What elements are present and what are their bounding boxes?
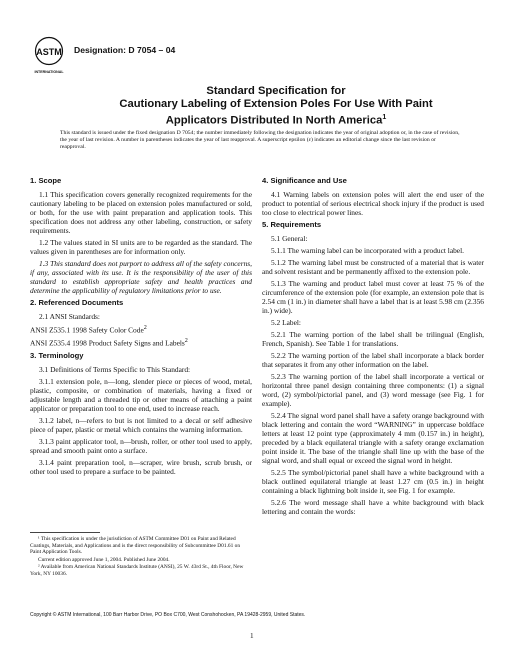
copyright-line: Copyright © ASTM International, 100 Barr Harbor Drive, PO Box C700, West Conshohocken, PA 19428-2959, United States. <box>30 612 306 618</box>
para-1-2: 1.2 The values stated in SI units are to be regarded as the standard. The values given in parentheses are for information only. <box>30 238 252 256</box>
para-1-1: 1.1 This specification covers generally recognized requirements for the cautionary labeling to be placed on extension poles manufactured or sold, or both, for the use with paint preparation and application tools. This specification does not address any other labeling, construction, or safety requirements. <box>30 190 252 235</box>
para-5-2-4: 5.2.4 The signal word panel shall have a safety orange background with black lettering and contain the word “WARNING” in uppercase boldface letters at least 12 point type (approximately 4 mm (0.157 in.) in height), preceded by a black equilateral triangle with a safety orange exclamation point inside it. The base of the triangle shall line up with the base of the signal word, and shall equal or exceed the signal word in height. <box>262 411 484 465</box>
section-3-heading: 3. Terminology <box>30 350 84 360</box>
para-5-1: 5.1 General: <box>271 234 308 243</box>
footnote-1b: Current edition approved June 1, 2004. Published June 2004. <box>38 556 170 563</box>
issuance-note: This standard is issued under the fixed designation D 7054; the number immediately following the designation indicates the year of original adoption or, in the case of revision, the year of last revision. A number in parentheses indicates the year of last reapproval. A superscript epsilon (ε) indicates an editorial change since the last revision or reapproval. <box>60 130 460 151</box>
para-3-1: 3.1 Definitions of Terms Specific to This Standard: <box>39 364 191 374</box>
astm-logo <box>34 36 64 76</box>
page-number: 1 <box>250 632 254 640</box>
right-column <box>262 176 484 519</box>
para-3-1-2: 3.1.2 label, n—refers to but is not limited to a decal or self adhesive piece of paper, plastic or metal which contains the warning information. <box>30 415 252 434</box>
para-3-1-3: 3.1.3 paint applicator tool, n—brush, roller, or other tool used to apply, spread and smooth paint onto a surface. <box>30 436 252 455</box>
para-5-1-2: 5.1.2 The warning label must be constructed of a material that is water and solvent resistant and be permanently affixed to the extension pole. <box>262 258 484 276</box>
para-5-2: 5.2 Label: <box>271 318 301 327</box>
para-4-1: 4.1 Warning labels on extension poles will alert the end user of the product to potential of serious electrical shock injury if the product is used too close to electrical power lines. <box>262 190 484 217</box>
para-5-2-1: 5.2.1 The warning portion of the label shall be trilingual (English, French, Spanish). See Table 1 for translations. <box>262 330 484 348</box>
para-5-2-5: 5.2.5 The symbol/pictorial panel shall have a white background with a black outlined equilateral triangle at least 1.27 cm (0.5 in.) in height containing a black lightning bolt inside it, see Fig. 1 for example. <box>262 468 484 495</box>
section-1-heading: 1. Scope <box>30 176 62 185</box>
para-5-2-2: 5.2.2 The warning portion of the label shall incorporate a black border that separates it from any other information on the label. <box>262 351 484 369</box>
para-5-2-3: 5.2.3 The warning portion of the label shall incorporate a vertical or horizontal three panel design containing three components: (1) a signal word, (2) symbol/pictorial panel, and (3) word message (see Fig. 1 for example). <box>262 372 484 408</box>
para-5-1-3: 5.1.3 The warning and product label must cover at least 75 % of the circumference of the extension pole (for example, an extension pole that is 2.54 cm (1 in.) in diameter shall have a label that is at least 5.98 cm (2.356 in.) wide). <box>262 279 484 315</box>
title-line-1: Standard Specification for <box>206 85 346 97</box>
section-5-heading: 5. Requirements <box>262 220 322 229</box>
ref-ansi-z535-1: ANSI Z535.1 1998 Safety Color Code$^2$ <box>30 325 147 335</box>
para-3-1-4: 3.1.4 paint preparation tool, n—scraper, wire brush, scrub brush, or other tool used to prepare a surface to be painted. <box>30 457 252 476</box>
footnotes <box>30 536 252 579</box>
footnote-2: ² Available from American National Standards Institute (ANSI), 25 W. 43rd St., 4th Floor, New York, NY 10036. <box>30 564 244 577</box>
section-4-heading: 4. Significance and Use <box>262 176 347 185</box>
document-title <box>86 85 466 128</box>
designation: Designation: D 7054 – 04 <box>74 45 176 55</box>
left-column <box>30 176 252 479</box>
title-line-2: Cautionary Labeling of Extension Poles For Use With Paint <box>119 98 433 110</box>
footnote-rule <box>30 532 100 533</box>
svg-text:ASTM: ASTM <box>36 47 62 57</box>
para-5-2-6: 5.2.6 The word message shall have a white background with black lettering and contain the words: <box>262 498 484 516</box>
footnote-1: ¹ This specification is under the jurisdiction of ASTM Committee D01 on Paint and Related Coatings, Materials, and Applications and is the direct responsibility of Subcommittee D01.61 on Paint Application Tools. <box>30 536 241 556</box>
title-line-3: Applicators Distributed In North America$^1$ <box>165 114 387 127</box>
para-2-1: 2.1 ANSI Standards: <box>39 312 100 321</box>
para-1-3: 1.3 This standard does not purport to address all of the safety concerns, if any, associated with its use. It is the responsibility of the user of this standard to establish appropriate safety and health practices and determine the applicability of regulatory limitations prior to use. <box>30 259 252 295</box>
para-5-1-1: 5.1.1 The warning label can be incorporated with a product label. <box>271 246 464 255</box>
svg-text:INTERNATIONAL: INTERNATIONAL <box>34 70 64 74</box>
para-3-1-1: 3.1.1 extension pole, n—long, slender piece or pieces of wood, metal, plastic, composite, or combination of materials, having a fixed or adjustable length and a threaded tip or other means of attaching a paint applicator or preparation tool to one end, used to increase reach. <box>30 376 252 413</box>
section-2-heading: 2. Referenced Documents <box>30 298 124 307</box>
ref-ansi-z535-4: ANSI Z535.4 1998 Product Safety Signs and Labels$^2$ <box>30 338 188 348</box>
